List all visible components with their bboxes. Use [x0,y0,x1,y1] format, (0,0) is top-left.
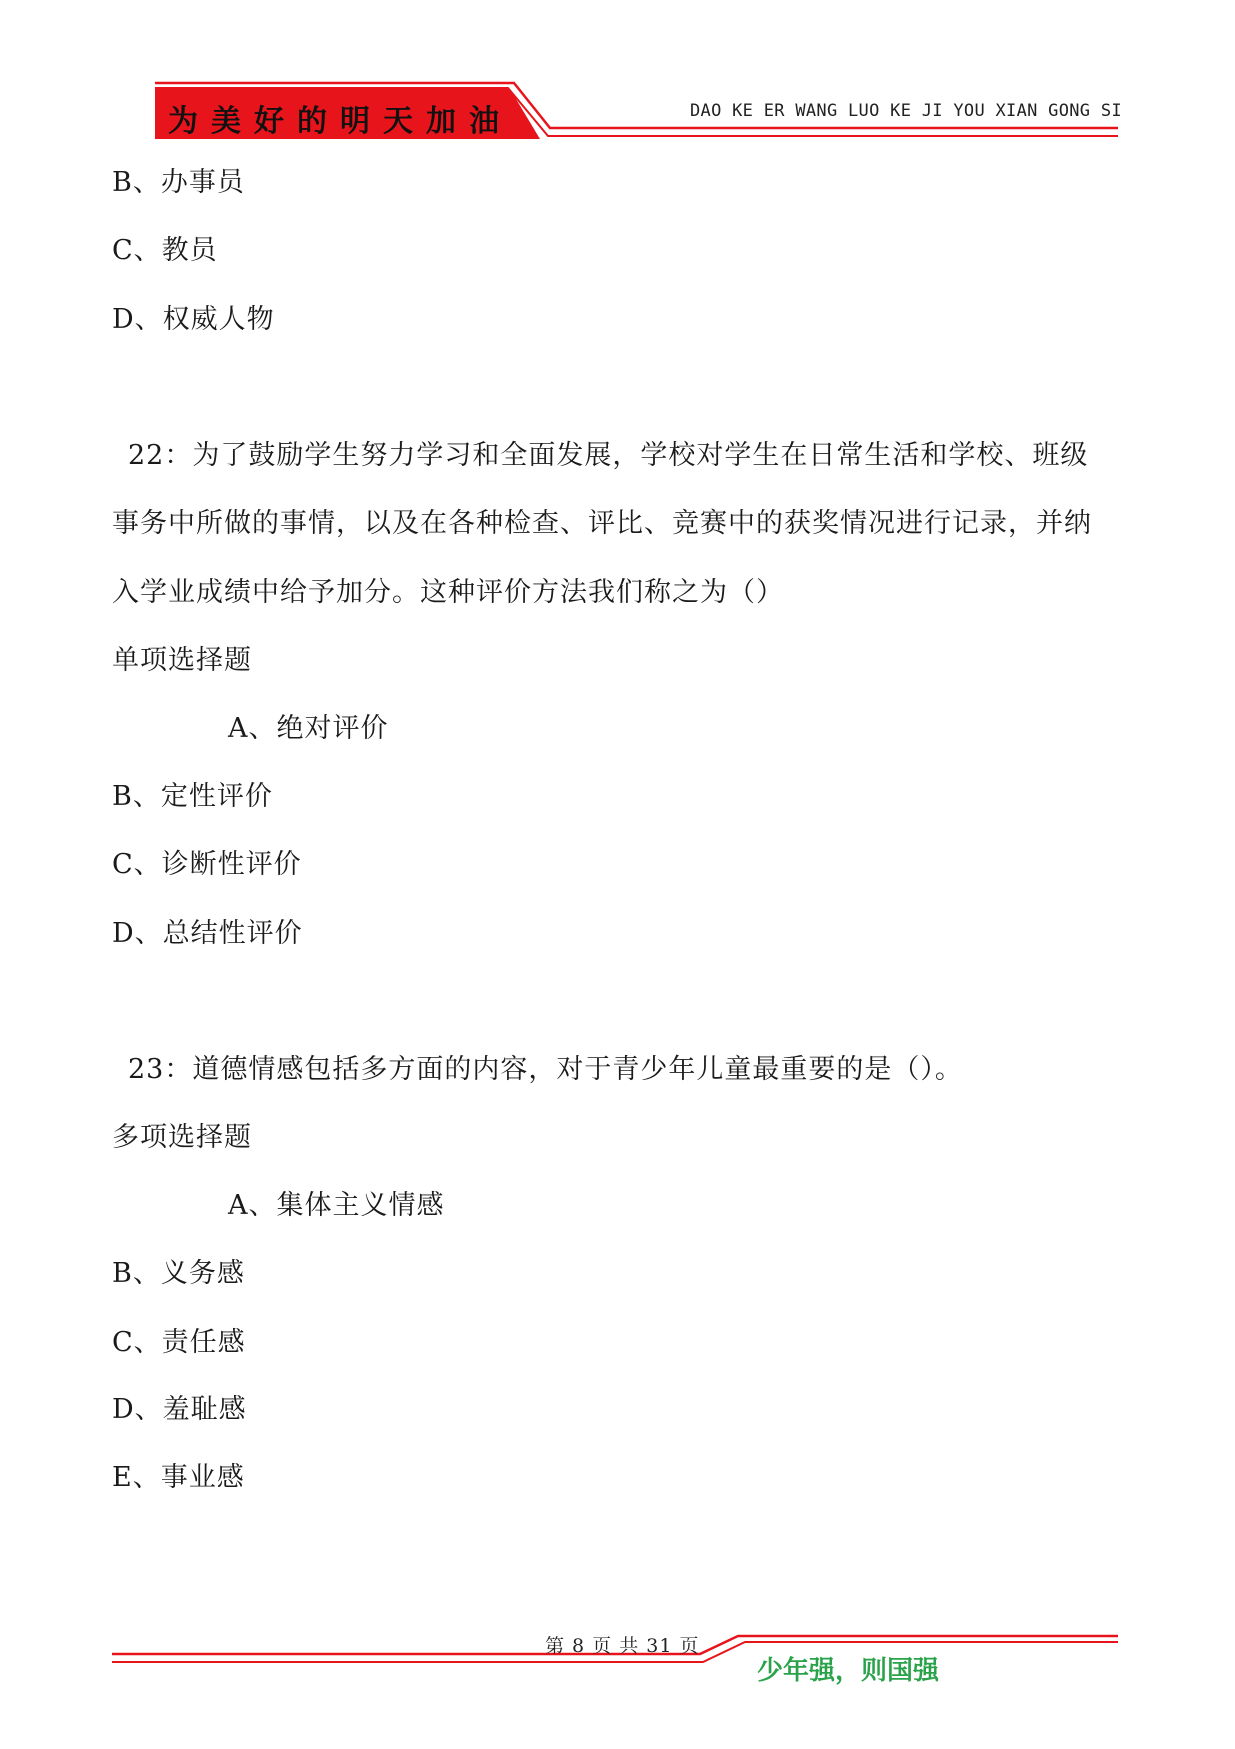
question-23-option-e: E、事业感 [112,1462,245,1493]
question-23-line-1: 23：道德情感包括多方面的内容，对于青少年儿童最重要的是（）。 [128,1054,963,1085]
question-22-line-2: 事务中所做的事情，以及在各种检查、评比、竞赛中的获奖情况进行记录，并纳 [112,508,1092,539]
question-22-option-c: C、诊断性评价 [112,849,302,880]
question-22-option-a: A、绝对评价 [228,713,389,744]
question-23-option-d: D、羞耻感 [112,1394,247,1425]
question-22-line-1: 22：为了鼓励学生努力学习和全面发展，学校对学生在日常生活和学校、班级 [128,440,1089,471]
question-22-line-3: 入学业成绩中给予加分。这种评价方法我们称之为（） [112,577,784,608]
question-22-option-b: B、定性评价 [112,781,273,812]
question-23-type: 多项选择题 [112,1122,252,1153]
option-c-previous: C、教员 [112,235,218,266]
footer-motto: 少年强，则国强 [757,1656,940,1686]
option-b-previous: B、办事员 [112,167,245,198]
question-23-option-a: A、集体主义情感 [228,1190,445,1221]
option-d-previous: D、权威人物 [112,304,275,335]
header-company-name: DAO KE ER WANG LUO KE JI YOU XIAN GONG SI [690,101,1122,121]
question-23-option-c: C、责任感 [112,1327,246,1358]
question-22-type: 单项选择题 [112,645,252,676]
header-slogan: 为美好的明天加油 [168,104,512,139]
question-23-option-b: B、义务感 [112,1258,245,1289]
page-number: 第 8 页 共 31 页 [545,1635,700,1657]
question-22-option-d: D、总结性评价 [112,918,303,949]
